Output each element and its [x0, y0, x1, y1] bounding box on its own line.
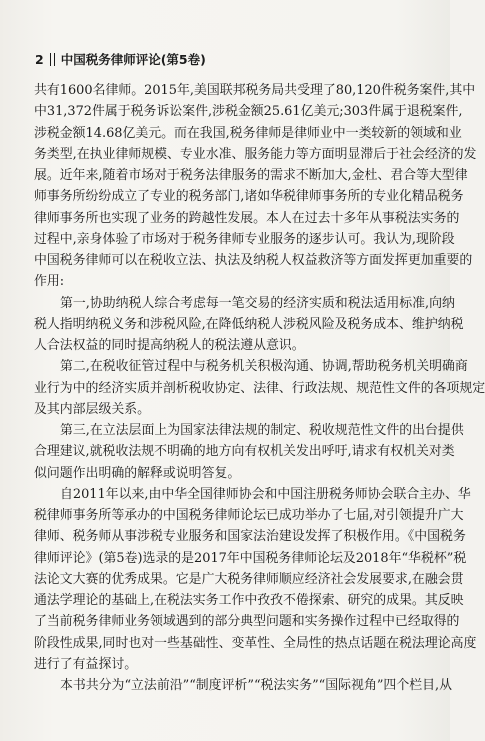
text-line: 自2011年以来,由中华全国律师协会和中国注册税务师协会联合主办、华 — [60, 486, 471, 502]
text-line: 税人指明纳税义务和涉税风险,在降低纳税人涉税风险及税务成本、维护纳税 — [34, 316, 464, 332]
text-line: 律师事务所也实现了业务的跨越性发展。本人在过去十多年从事税法实务的 — [34, 210, 460, 226]
text-line: 第三,在立法层面上为国家法律法规的制定、税收规范性文件的出台提供 — [60, 423, 464, 438]
text-line: 似问题作出明确的解释或说明答复。 — [34, 465, 241, 481]
text-line: 第二,在税收征管过程中与税务机关积极沟通、协调,帮助税务机关明确商 — [60, 359, 468, 375]
text-line: 律师评论》(第5卷)选录的是2017年中国税务律师论坛及2018年“华税杯”税 — [34, 550, 467, 566]
header-separator — [50, 53, 55, 66]
text-line: 本书共分为“立法前沿”“制度评析”“税法实务”“国际视角”四个栏目,从 — [60, 678, 452, 693]
text-line: 了当前税务律师业务领域遇到的部分典型问题和实务操作过程中已经取得的 — [34, 614, 460, 630]
text-line: 人合法权益的同时提高纳税人的税法遵从意识。 — [34, 338, 305, 353]
text-line: 法论文大赛的优秀成果。它是广大税务律师顺应经济社会发展要求,在融会贯 — [34, 571, 464, 587]
text-line: 共有1600名律师。2015年,美国联邦税务局共受理了80,120件税务案件,其中 — [34, 83, 476, 98]
text-line: 及其内部层级关系。 — [34, 401, 151, 417]
running-head — [35, 50, 206, 68]
text-line: 过程中,亲身体验了市场对于税务律师专业服务的逐步认可。我认为,现阶段 — [34, 231, 455, 247]
text-line: 税律师事务所等承办的中国税务律师论坛已成功举办了七届,对引领提升广大 — [34, 508, 464, 523]
page-number: 2 — [35, 51, 44, 67]
text-line: 展。近年来,随着市场对于税务法律服务的需求不断加大,金杜、君合等大型律 — [34, 168, 468, 183]
text-line: 合理建议,就税收法规不明确的地方向有权机关发出呼吁,请求有权机关对类 — [34, 444, 455, 460]
text-line: 律师、税务师从事涉税专业服务和国家法治建设发挥了积极作用。《中国税务 — [34, 529, 466, 545]
text-line: 业行为中的经济实质并剖析税收协定、法律、行政法规、规范性文件的各项规定 — [34, 380, 485, 396]
text-line: 务类型,在执业律师规模、专业水准、服务能力等方面明显滞后于社会经济的发 — [34, 146, 477, 162]
text-line: 师事务所纷纷成立了专业的税务部门,诸如华税律师事务所的专业化精品税务 — [34, 189, 464, 205]
text-line: 中国税务律师可以在税收立法、执法及纳税人权益救济等方面发挥更加重要的 — [34, 253, 473, 268]
text-line: 第一,协助纳税人综合考虑每一笔交易的经济实质和税法适用标准,向纳 — [60, 295, 455, 311]
text-line: 涉税金额14.68亿美元。而在我国,税务律师是律师业中一类较新的领域和业 — [34, 125, 462, 141]
book-title: 中国税务律师评论(第5卷) — [60, 52, 206, 67]
text-line: 阶段性成果,同时也对一些基础性、变革性、全局性的热点话题在税法理论高度 — [34, 635, 477, 651]
text-line: 通法学理论的基础上,在税法实务工作中孜孜不倦探索、研究的成果。其反映 — [34, 593, 464, 608]
text-line: 作用: — [34, 274, 65, 290]
body-text — [34, 80, 485, 696]
text-line: 进行了有益探讨。 — [34, 656, 138, 672]
text-line: 中31,372件属于税务诉讼案件,涉税金额25.61亿美元;303件属于退税案件, — [34, 104, 463, 120]
